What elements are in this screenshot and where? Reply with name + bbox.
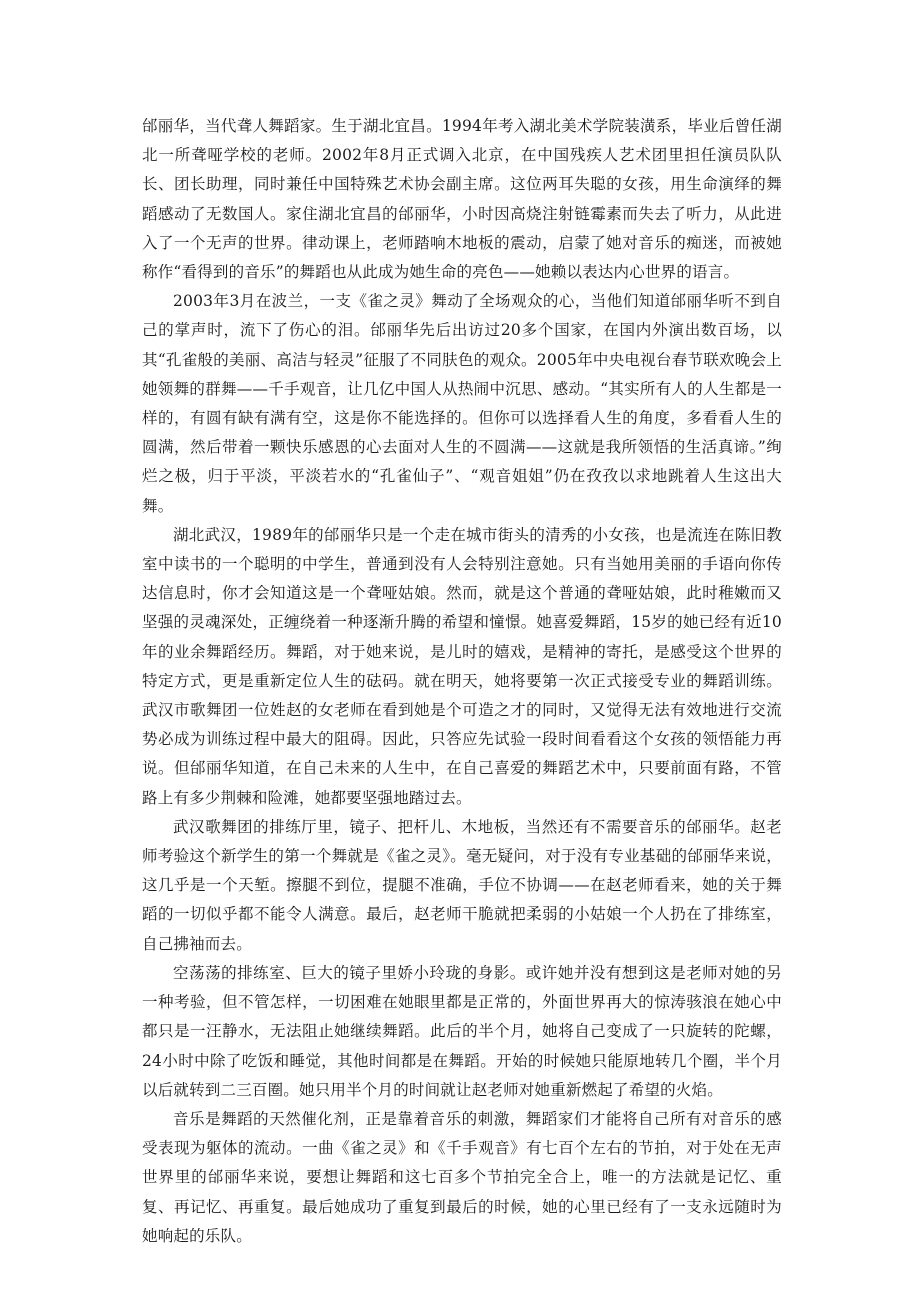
paragraph-2: 2003年3月在波兰，一支《雀之灵》舞动了全场观众的心，当他们知道邰丽华听不到自己的掌声时，流下了伤心的泪。邰丽华先后出访过20多个国家，在国内外演出数百场，以其“孔雀般的美丽、高洁与轻灵”征服了不同肤色的观众。2005年中央电视台春节联欢晚会上她领舞的群舞——千手观音，让几亿中国人从热闹中沉思、感动。“其实所有人的人生都是一样的，有圆有缺有满有空，这是你不能选择的。但你可以选择看人生的角度，多看看人生的圆满，然后带着一颗快乐感恩的心去面对人生的不圆满——这就是我所领悟的生活真谛。”绚烂之极，归于平淡，平淡若水的“孔雀仙子”、“观音姐姐”仍在孜孜以求地跳着人生这出大舞。 [142,292,782,515]
paragraph-5: 空荡荡的排练室、巨大的镜子里娇小玲珑的身影。或许她并没有想到这是老师对她的另一种考验，但不管怎样，一切困难在她眼里都是正常的，外面世界再大的惊涛骇浪在她心中都只是一汪静水，无法阻止她继续舞蹈。此后的半个月，她将自己变成了一只旋转的陀螺，24小时中除了吃饭和睡觉，其他时间都是在舞蹈。开始的时候她只能原地转几个圈，半个月以后就转到二三百圈。她只用半个月的时间就让赵老师对她重新燃起了希望的火焰。 [142,963,782,1099]
paragraph-4: 武汉歌舞团的排练厅里，镜子、把杆儿、木地板，当然还有不需要音乐的邰丽华。赵老师考验这个新学生的第一个舞就是《雀之灵》。毫无疑问，对于没有专业基础的邰丽华来说，这几乎是一个天堑。擦腿不到位，提腿不准确，手位不协调——在赵老师看来，她的关于舞蹈的一切似乎都不能令人满意。最后，赵老师干脆就把柔弱的小姑娘一个人扔在了排练室，自己拂袖而去。 [142,817,782,953]
paragraph-6: 音乐是舞蹈的天然催化剂，正是靠着音乐的刺激，舞蹈家们才能将自己所有对音乐的感受表现为躯体的流动。一曲《雀之灵》和《千手观音》有七百个左右的节拍，对于处在无声世界里的邰丽华来说，要想让舞蹈和这七百多个节拍完全合上，唯一的方法就是记忆、重复、再记忆、再重复。最后她成功了重复到最后的时候，她的心里已经有了一支永远随时为她响起的乐队。 [142,1109,782,1245]
paragraph-1: 邰丽华，当代聋人舞蹈家。生于湖北宜昌。1994年考入湖北美术学院装潢系，毕业后曾任湖北一所聋哑学校的老师。2002年8月正式调入北京，在中国残疾人艺术团里担任演员队队长、团长助理，同时兼任中国特殊艺术协会副主席。这位两耳失聪的女孩，用生命演绎的舞蹈感动了无数国人。家住湖北宜昌的邰丽华，小时因高烧注射链霉素而失去了听力，从此进入了一个无声的世界。律动课上，老师踏响木地板的震动，启蒙了她对音乐的痴迷，而被她称作“看得到的音乐”的舞蹈也从此成为她生命的亮色——她赖以表达内心世界的语言。 [142,117,782,282]
paragraph-3: 湖北武汉，1989年的邰丽华只是一个走在城市街头的清秀的小女孩，也是流连在陈旧教室中读书的一个聪明的中学生，普通到没有人会特别注意她。只有当她用美丽的手语向你传达信息时，你才会知道这是一个聋哑姑娘。然而，就是这个普通的聋哑姑娘，此时稚嫩而又坚强的灵魂深处，正缠绕着一种逐渐升腾的希望和憧憬。她喜爱舞蹈，15岁的她已经有近10年的业余舞蹈经历。舞蹈，对于她来说，是儿时的嬉戏，是精神的寄托，是感受这个世界的特定方式，更是重新定位人生的砝码。就在明天，她将要第一次正式接受专业的舞蹈训练。武汉市歌舞团一位姓赵的女老师在看到她是个可造之才的同时，又觉得无法有效地进行交流势必成为训练过程中最大的阻碍。因此，只答应先试验一段时间看看这个女孩的领悟能力再说。但邰丽华知道，在自己未来的人生中，在自己喜爱的舞蹈艺术中，只要前面有路，不管路上有多少荆棘和险滩，她都要坚强地踏过去。 [142,525,782,807]
article-body [142,112,782,1251]
